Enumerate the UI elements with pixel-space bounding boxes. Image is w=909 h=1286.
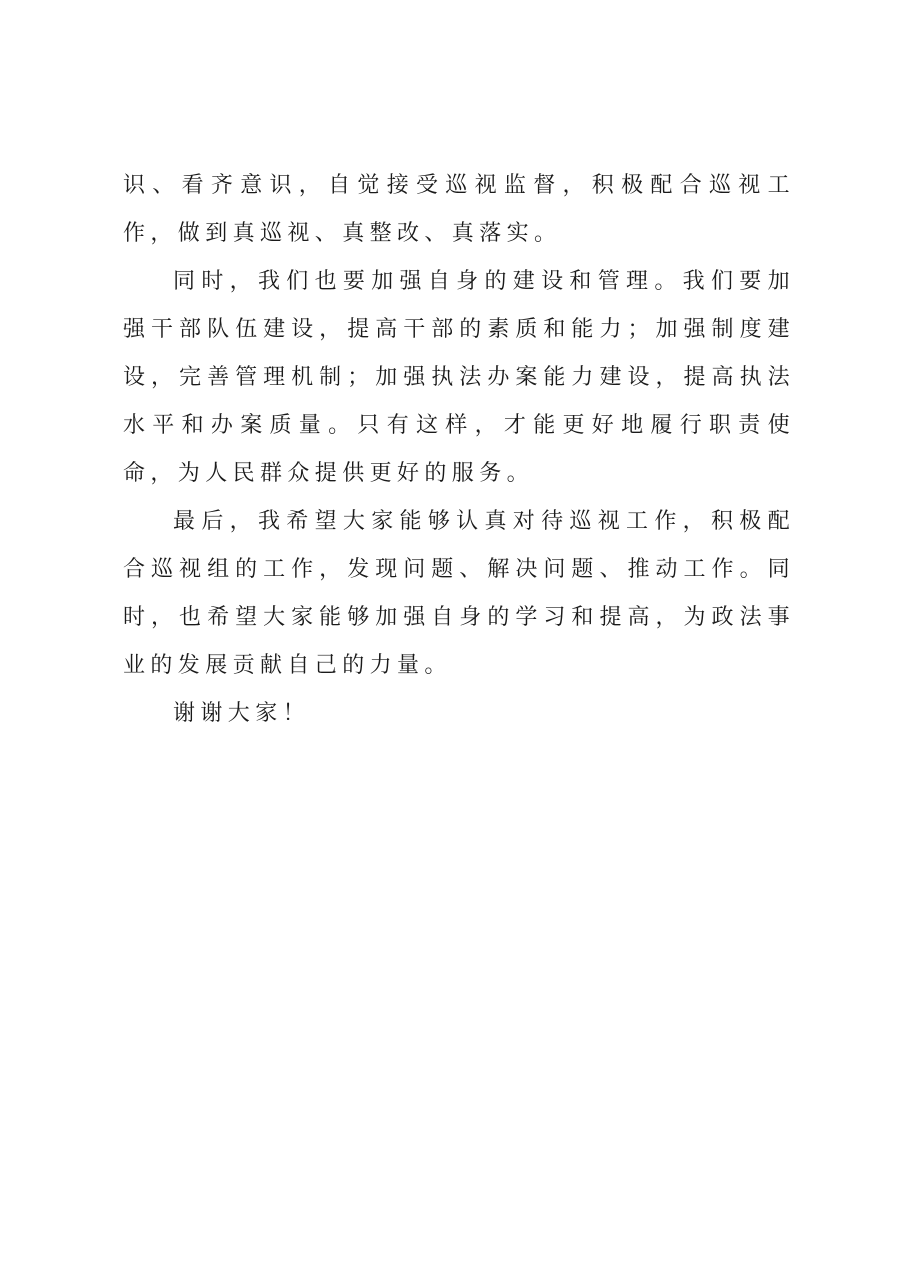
- document-body: [123, 162, 795, 738]
- paragraph-thanks: 谢谢大家！: [173, 701, 311, 726]
- paragraph-self-building: 同时，我们也要加强自身的建设和管理。我们要加强干部队伍建设，提高干部的素质和能力；加强制度建设，完善管理机制；加强执法办案能力建设，提高执法水平和办案质量。只有这样，才能更好地履行职责使命，为人民群众提供更好的服务。: [123, 269, 795, 486]
- paragraph-continued: 识、看齐意识，自觉接受巡视监督，积极配合巡视工作，做到真巡视、真整改、真落实。: [123, 173, 795, 246]
- paragraph-closing-hope: 最后，我希望大家能够认真对待巡视工作，积极配合巡视组的工作，发现问题、解决问题、推动工作。同时，也希望大家能够加强自身的学习和提高，为政法事业的发展贡献自己的力量。: [123, 509, 795, 678]
